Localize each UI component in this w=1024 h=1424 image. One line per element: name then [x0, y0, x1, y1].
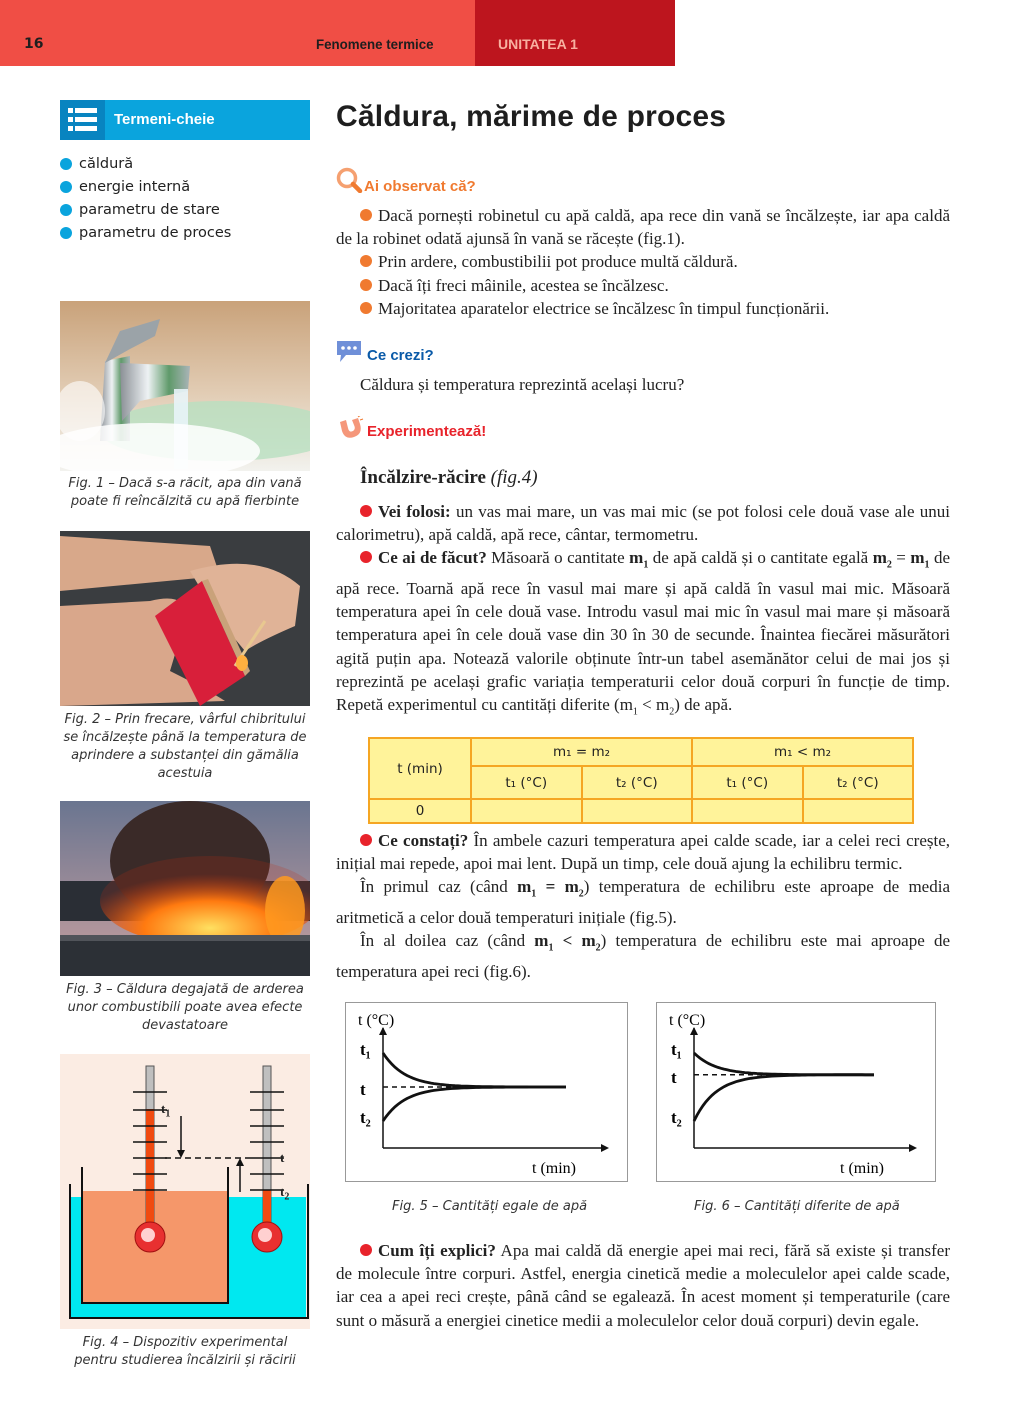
x-axis-label: t (min) [532, 1160, 576, 1177]
bullet-icon [60, 158, 72, 170]
page-number: 16 [24, 36, 44, 52]
experiment-text [336, 500, 950, 724]
section-title: Fenomene termice [316, 36, 434, 52]
y-tick-label-2: t₂ [360, 1108, 371, 1127]
list-icon [60, 100, 105, 140]
table-cell [803, 799, 914, 823]
keywords-list [60, 152, 231, 244]
table-row [369, 799, 913, 823]
think-question: Căldura și temperatura reprezintă același lucru? [360, 375, 685, 394]
y-tick-label-2: t₂ [671, 1108, 682, 1127]
table-cell: 0 [369, 799, 471, 823]
keywords-title: Termeni-cheie [114, 111, 215, 128]
findings-paragraph: Ce constați? În ambele cazuri temperatura apei calde scade, iar a celei reci crește, inițial mai repede, apoi mai lent. După un timp, cele două ajung la echilibru termic. [336, 831, 950, 874]
col-time-header: t (min) [369, 738, 471, 799]
chart-fig6-svg [657, 1003, 935, 1181]
figure-5-caption: Fig. 5 – Cantități egale de apă [392, 1199, 588, 1214]
series-t2-curve [383, 1087, 566, 1121]
group-less-header: m₁ < m₂ [692, 738, 913, 766]
bullet-icon [60, 181, 72, 193]
figure-1-caption: Fig. 1 – Dacă s-a răcit, apa din vană poate fi reîncălzită cu apă fierbinte [68, 476, 302, 509]
y-axis-label: t (°C) [358, 1012, 395, 1029]
x-axis-label: t (min) [840, 1160, 884, 1177]
case2-paragraph: În al doilea caz (când $m_1 < m_2$) temperatura de echilibru este mai aproape de temperatura apei reci (fig.6). [336, 931, 951, 981]
observed-item: Dacă pornești robinetul cu apă caldă, apa rece din vană se încălzește, iar apa caldă de la robinet odată ajunsă în vană se răcește (fig.1). [336, 206, 950, 249]
y-tick-label-0: t₁ [671, 1040, 682, 1059]
table-cell [582, 799, 693, 823]
y-tick-label-1: t [671, 1067, 677, 1087]
y-tick-label-1: t [360, 1080, 366, 1099]
sub-t1-header: t₁ (°C) [471, 766, 582, 799]
table-cell [692, 799, 803, 823]
explain-paragraph: Cum îți explici? Apa mai caldă dă energie apei mai reci, fără să existe și transfer de molecule între corpuri. Astfel, energia cinetică medie a moleculelor apei calde scade, iar cea a apei reci crește, până când se egalează. În acest moment și temperaturile (care sunt o măsură a energiei cinetice medii a moleculelor celor două corpuri) devin egale. [336, 1241, 951, 1330]
keyword-item: parametru de proces [60, 221, 231, 244]
figure-6-caption: Fig. 6 – Cantități diferite de apă [694, 1199, 900, 1214]
observed-heading: Ai observat că? [336, 167, 476, 197]
series-t1-curve [694, 1053, 874, 1075]
page-title: Căldura, mărime de proces [336, 100, 727, 133]
observed-item: Dacă îți freci mâinile, acestea se încălzesc. [336, 274, 950, 297]
t1-label: $t_1$ [161, 1101, 171, 1120]
y-tick-label-0: t₁ [360, 1040, 371, 1059]
hot-water-faucet-photo [60, 301, 310, 471]
keyword-item: căldură [60, 152, 231, 175]
fire-photo [60, 801, 310, 976]
series-t2-curve [694, 1075, 874, 1121]
bullet-icon [60, 227, 72, 239]
think-heading: Ce crezi? [336, 340, 434, 370]
speech-bubble-icon [336, 340, 364, 370]
procedure-paragraph: Ce ai de făcut? Măsoară o cantitate $m_1$ de apă caldă și o cantitate egală $m_2 = m_1$ de apă rece. Toarnă apă rece în vasul mai mare și apă caldă în vasul mai mic. Măsoară temperatura apei în cele două vase. Introdu vasul mai mic în vasul mai mare și măsoară temperatura apei în cele două vase din 30 în 30 de secunde. Înaintea fiecărei măsurători agită puțin apa. Notează valorile obținute într-un tabel asemănător celui de mai jos și reprezintă pe același grafic variația temperaturii celor două corpuri în funcție de timp. Repetă experimentul cu cantități diferite $(m_1 < m_2)$ de apă. [336, 548, 951, 718]
x-axis-arrow [601, 1144, 609, 1152]
bullet-icon [60, 204, 72, 216]
chart-fig5 [345, 1002, 628, 1182]
experiment-subtitle: Încălzire-răcire (fig.4) [360, 467, 538, 488]
sub-t2-header: t₂ (°C) [582, 766, 693, 799]
observed-item: Prin ardere, combustibilii pot produce multă căldură. [336, 250, 950, 273]
figure-4-caption: Fig. 4 – Dispozitiv experimental pentru studierea încălzirii și răcirii [74, 1335, 296, 1368]
keywords-header [60, 100, 310, 140]
sub-t1-header: t₁ (°C) [692, 766, 803, 799]
bullet-icon [360, 279, 372, 291]
unit-label: UNITATEA 1 [498, 36, 578, 52]
unit-tab [475, 0, 675, 66]
experiment-heading: Experimentează! [336, 416, 486, 446]
magnet-icon [336, 416, 364, 446]
materials-paragraph: Vei folosi: un vas mai mare, un vas mai mic (se pot folosi cele două vase ale unui calorimetru), apă caldă, apă rece, cântar, termometru. [336, 502, 950, 545]
case1-paragraph: În primul caz (când $m_1 = m_2$) temperatura de echilibru este aproape de media aritmetică a celor două temperaturi inițiale (fig.5). [336, 877, 950, 927]
keyword-item: parametru de stare [60, 198, 231, 221]
figure-2-caption: Fig. 2 – Prin frecare, vârful chibritului se încălzește până la temperatura de aprindere a substanței din gămălia acestuia [63, 712, 307, 781]
t-label: t [280, 1150, 285, 1165]
bullet-icon [360, 834, 372, 846]
keyword-item: energie internă [60, 175, 231, 198]
x-axis-arrow [909, 1144, 917, 1152]
thermometers-diagram [60, 1054, 310, 1329]
bullet-icon [360, 505, 372, 517]
bullet-icon [360, 551, 372, 563]
chart-fig6 [656, 1002, 936, 1182]
explain-text [336, 1239, 950, 1332]
chart-fig5-svg [346, 1003, 627, 1181]
bullet-icon [360, 302, 372, 314]
series-t1-curve [383, 1053, 566, 1087]
bullet-icon [360, 209, 372, 221]
striking-match-photo [60, 531, 310, 706]
magnifier-icon [336, 167, 364, 197]
observed-item: Majoritatea aparatelor electrice se încălzesc în timpul funcționării. [336, 297, 950, 320]
table-cell [471, 799, 582, 823]
observed-list [336, 204, 950, 320]
sub-t2-header: t₂ (°C) [803, 766, 914, 799]
bullet-icon [360, 255, 372, 267]
measurements-table [368, 737, 914, 824]
findings-text [336, 829, 950, 983]
group-equal-header: m₁ = m₂ [471, 738, 692, 766]
figure-3-caption: Fig. 3 – Căldura degajată de arderea unor combustibili poate avea efecte devastatoare [66, 982, 304, 1033]
y-axis-label: t (°C) [669, 1012, 706, 1029]
bullet-icon [360, 1244, 372, 1256]
t2-label: $t_2$ [280, 1184, 290, 1203]
